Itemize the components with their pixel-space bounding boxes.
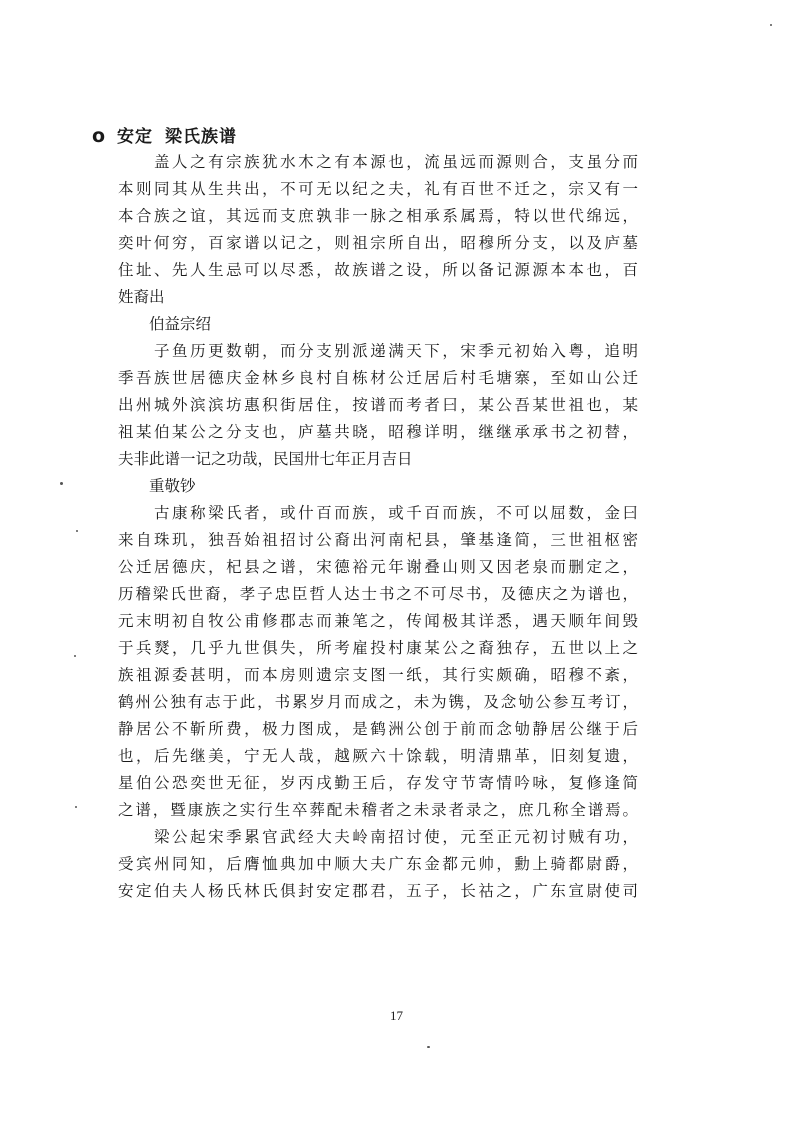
text-line: 历稽梁氏世裔，孝子忠臣哲人达士书之不可尽书，及德庆之为谱也， [118,585,638,603]
text-line: 季吾族世居德庆金林乡良村自栋材公迁居后村毛塘寨，至如山公迁 [118,369,638,387]
text-line: 重敬钞 [118,477,196,495]
scan-speck [60,482,63,485]
text-line: 古康称梁氏者，或什百而族，或千百而族，不可以屈数，金曰 [118,504,638,522]
text-line: 于兵燹，几乎九世俱失，所考雇投村康某公之裔独存，五世以上之 [118,639,638,657]
text-line: 祖某伯某公之分支也，庐墓共晓，昭穆详明，继继承承书之初替， [118,423,638,441]
page-number: 17 [390,1008,403,1023]
scan-speck [76,530,78,532]
text-line: 之谱，暨康族之实行生卒葬配未稽者之未录者录之，庶几称全谱焉。 [118,801,638,819]
text-line: 夫非此谱一记之功哉，民国卅七年正月吉日 [118,450,413,468]
scan-speck [427,1046,430,1048]
scan-speck [74,655,76,657]
heading-title: 梁氏族谱 [164,127,237,147]
text-line: 姓裔出 [118,288,165,306]
section-heading [92,122,237,147]
text-line: 元末明初自牧公甫修郡志而兼笔之，传闻极其详悉，遇天顺年间毁 [118,612,638,630]
heading-place: 安定 [116,127,153,147]
text-line: 伯益宗绍 [118,315,212,333]
text-line: 受宾州同知，后膺恤典加中顺大夫广东金都元帅，勳上骑都尉爵， [118,855,638,873]
text-line: 本则同其从生共出，不可无以纪之夫，礼有百世不迁之，宗又有一 [118,180,638,198]
text-line: 也，后先继美，宁无人哉，越厥六十馀载，明清鼎革，旧刻复遗， [118,747,638,765]
text-line: 住址、先人生忌可以尽悉，故族谱之设，所以备记源源本本也，百 [118,261,638,279]
text-line: 星伯公恐奕世无征，岁丙戌勤王后，存发守节寄情吟咏，复修逢简 [118,774,638,792]
text-line: 族祖源委甚明，而本房则遗宗支图一纸，其行实颇确，昭穆不紊， [118,666,638,684]
text-line: 盖人之有宗族犹水木之有本源也，流虽远而源则合，支虽分而 [118,153,638,171]
text-line: 子鱼历更数朝，而分支别派递满天下，宋季元初始入粤，追明 [118,342,638,360]
scan-speck [75,806,77,808]
text-line: 奕叶何穷，百家谱以记之，则祖宗所自出，昭穆所分支，以及庐墓 [118,234,638,252]
text-line: 本合族之谊，其远而支庶孰非一脉之相承系属焉，特以世代绵远， [118,207,638,225]
scan-speck [770,24,772,26]
bullet-mark: o [92,125,107,147]
text-line: 静居公不靳所费，极力图成，是鹤洲公创于前而念劬静居公继于后 [118,720,638,738]
text-line: 鹤州公独有志于此，书累岁月而成之，未为镌，及念劬公参互考订， [118,693,638,711]
text-line: 来自珠玑，独吾始祖招讨公裔出河南杞县，肇基逢简，三世祖枢密 [118,531,638,549]
text-line: 公迁居德庆，杞县之谱，宋德裕元年谢叠山则又因老泉而删定之， [118,558,638,576]
text-line: 出州城外滨滨坊惠积街居住，按谱而考者曰，某公吾某世祖也，某 [118,396,638,414]
text-line: 梁公起宋季累官武经大夫岭南招讨使，元至正元初讨贼有功， [118,828,638,846]
text-line: 安定伯夫人杨氏林氏俱封安定郡君，五子，长祜之，广东宣尉使司 [118,882,638,900]
